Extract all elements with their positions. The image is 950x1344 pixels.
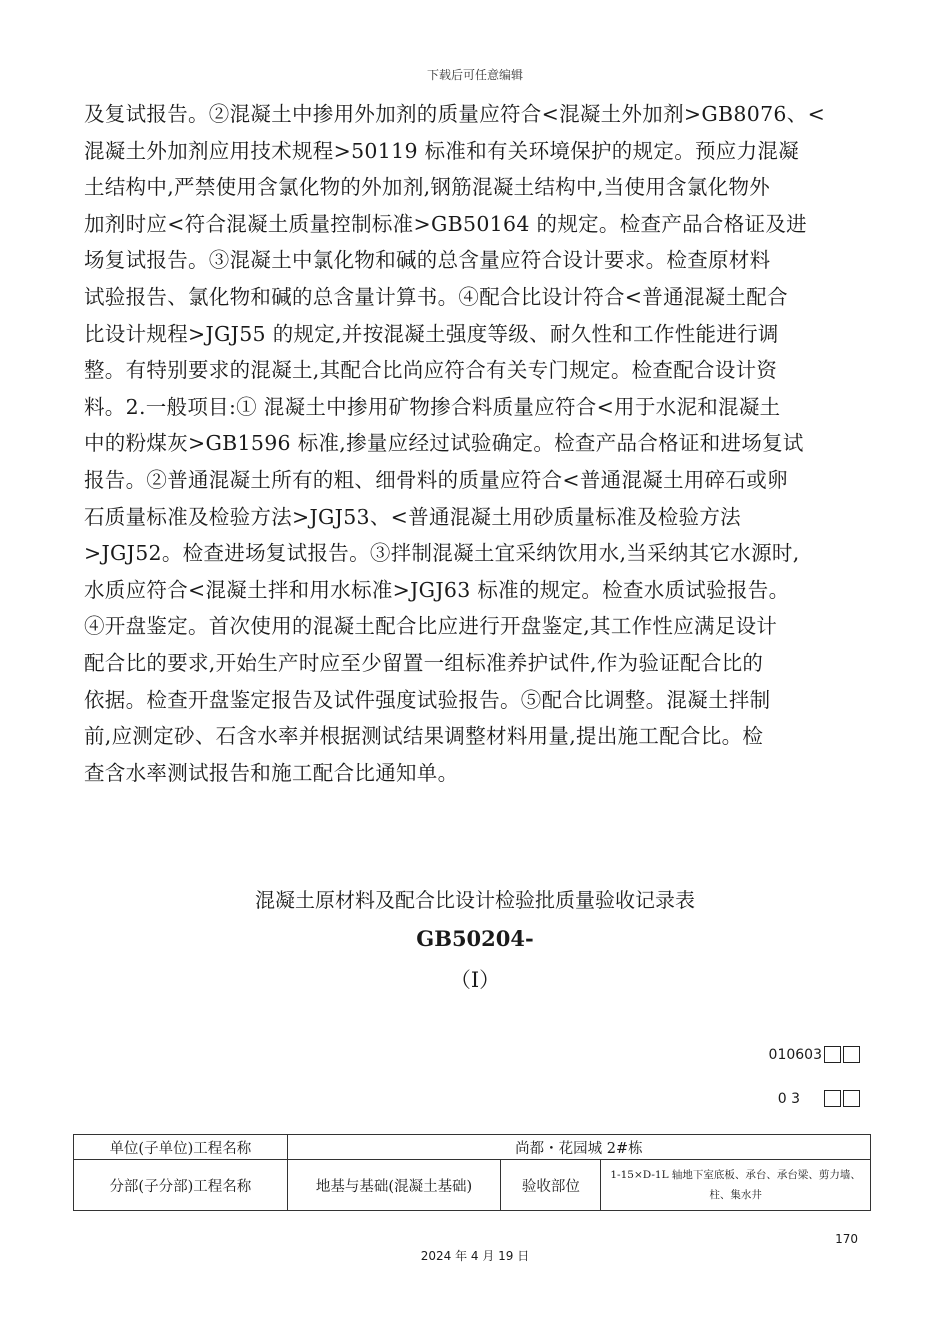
page-number: 170 (835, 1232, 858, 1246)
body-line: 场复试报告。③混凝土中氯化物和碱的总含量应符合设计要求。检查原材料 (84, 248, 771, 273)
division-label: 分部(子分部)工程名称 (74, 1160, 288, 1211)
checkbox[interactable] (824, 1046, 841, 1063)
project-info-table (73, 1134, 871, 1211)
checkbox[interactable] (843, 1046, 860, 1063)
form-number-suffix: 0 3 (777, 1090, 800, 1107)
location-value: 1-15×D-1L 轴地下室底板、承台、承台梁、剪力墙、柱、集水井 (601, 1160, 871, 1211)
body-line: 报告。②普通混凝土所有的粗、细骨料的质量应符合<普通混凝土用碎石或卵 (84, 467, 788, 492)
body-line: ④开盘鉴定。首次使用的混凝土配合比应进行开盘鉴定,其工作性应满足设计 (84, 614, 778, 639)
body-line: 及复试报告。②混凝土中掺用外加剂的质量应符合<混凝土外加剂>GB8076、< (84, 102, 826, 126)
body-line: 石质量标准及检验方法>JGJ53、<普通混凝土用砂质量标准及检验方法 (84, 504, 741, 529)
standard-code: GB50204- (416, 926, 534, 951)
body-paragraph (84, 96, 864, 791)
body-line: 中的粉煤灰>GB1596 标准,掺量应经过试验确定。检查产品合格证和进场复试 (84, 431, 804, 456)
body-line: 前,应测定砂、石含水率并根据测试结果调整材料用量,提出施工配合比。检 (84, 724, 764, 749)
unit-project-value: 尚都・花园城 2#栋 (287, 1135, 870, 1160)
form-subtitle: （Ⅰ） (449, 968, 501, 992)
body-line: 依据。检查开盘鉴定报告及试件强度试验报告。⑤配合比调整。混凝土拌制 (84, 687, 771, 712)
checkbox[interactable] (824, 1090, 841, 1107)
body-line: 比设计规程>JGJ55 的规定,并按混凝土强度等级、耐久性和工作性能进行调 (84, 321, 779, 346)
form-number-line-1 (769, 1046, 860, 1063)
body-line: 加剂时应<符合混凝土质量控制标准>GB50164 的规定。检查产品合格证及进 (84, 211, 807, 236)
footer-date: 2024 年 4 月 19 日 (420, 1249, 530, 1263)
record-form-title: 混凝土原材料及配合比设计检验批质量验收记录表 (255, 888, 695, 912)
body-line: 配合比的要求,开始生产时应至少留置一组标准养护试件,作为验证配合比的 (84, 650, 764, 675)
unit-project-label: 单位(子单位)工程名称 (74, 1135, 288, 1160)
form-number-prefix: 010603 (768, 1046, 822, 1063)
body-line: 查含水率测试报告和施工配合比通知单。 (84, 760, 459, 785)
body-line: 整。有特别要求的混凝土,其配合比尚应符合有关专门规定。检查配合设计资 (84, 358, 778, 383)
header-note: 下载后可任意编辑 (426, 68, 523, 82)
body-line: 试验报告、氯化物和碱的总含量计算书。④配合比设计符合<普通混凝土配合 (84, 284, 788, 309)
body-line: 料。2.一般项目:① 混凝土中掺用矿物掺合料质量应符合<用于水泥和混凝土 (84, 394, 781, 419)
checkbox[interactable] (843, 1090, 860, 1107)
body-line: 水质应符合<混凝土拌和用水标准>JGJ63 标准的规定。检查水质试验报告。 (84, 577, 790, 602)
location-label: 验收部位 (501, 1160, 601, 1211)
form-number-line-2 (778, 1090, 860, 1107)
table-row (74, 1160, 871, 1211)
body-line: 混凝土外加剂应用技术规程>50119 标准和有关环境保护的规定。预应力混凝 (84, 138, 800, 163)
division-value: 地基与基础(混凝土基础) (287, 1160, 501, 1211)
body-line: 土结构中,严禁使用含氯化物的外加剂,钢筋混凝土结构中,当使用含氯化物外 (84, 175, 771, 200)
body-line: >JGJ52。检查进场复试报告。③拌制混凝土宜采纳饮用水,当采纳其它水源时, (84, 541, 800, 566)
table-row (74, 1135, 871, 1160)
